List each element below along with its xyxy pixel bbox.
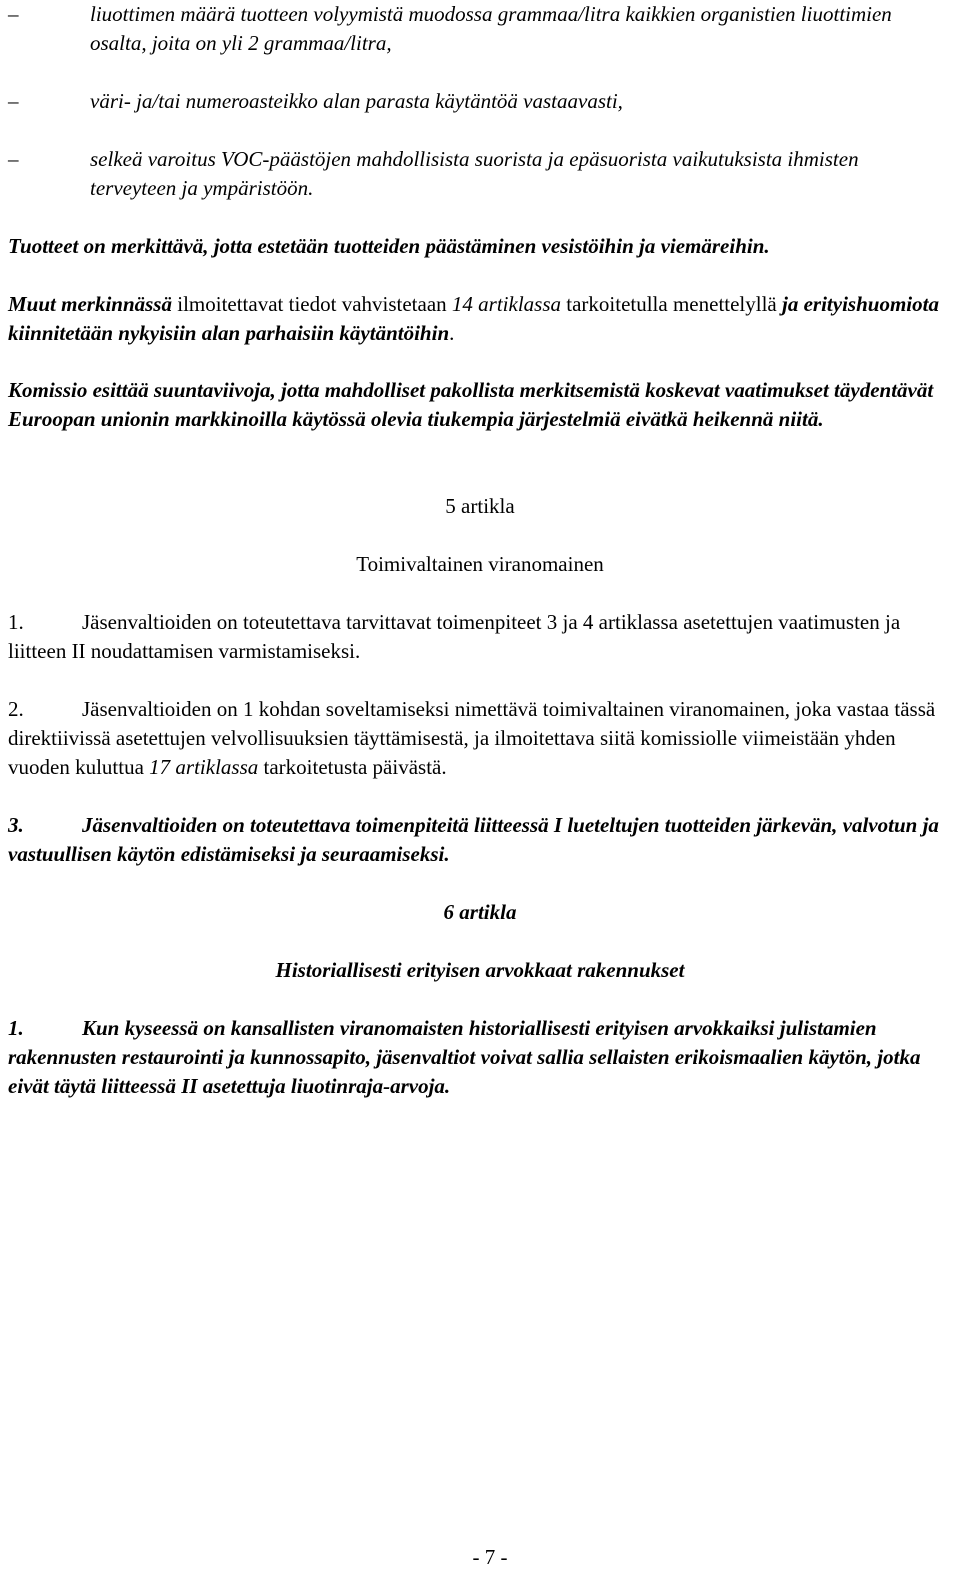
article-6-item-1 bbox=[8, 1014, 954, 1101]
list-item-text: selkeä varoitus VOC-päästöjen mahdollisista suorista ja epäsuorista vaikutuksista ihmisten terveyteen ja ympäristöön. bbox=[90, 147, 859, 200]
item-number: 2. bbox=[8, 697, 24, 721]
text-span: tarkoitetulla menettelyllä bbox=[561, 292, 783, 316]
item-text: Jäsenvaltioiden on toteutettava toimenpiteitä liitteessä I lueteltujen tuotteiden järkevän, valvotun ja vastuullisen käytön edistämiseksi ja seuraamiseksi. bbox=[8, 813, 939, 866]
article-5-heading: 5 artikla bbox=[445, 494, 515, 518]
item-number: 1. bbox=[8, 1016, 24, 1040]
item-text: Kun kyseessä on kansallisten viranomaisten historiallisesti erityisen arvokkaiksi julistamien rakennusten restaurointi ja kunnossapito, jäsenvaltiot voivat sallia sellaisten erikoismaalien käytön, jotka eivät täytä liitteessä II asetettuja liuotinraja-arvoja. bbox=[8, 1016, 921, 1098]
item-text: tarkoitetusta päivästä. bbox=[258, 755, 447, 779]
article-5-item-2 bbox=[8, 695, 954, 782]
item-text: Jäsenvaltioiden on 1 kohdan soveltamiseksi nimettävä toimivaltainen viranomainen, joka vastaa tässä direktiivissä asetettujen velvollisuuksien täyttämisestä, ja ilmoitettava siitä komissiolle viimeistään yhden vuoden kuluttua bbox=[8, 697, 936, 779]
article-5-item-3 bbox=[8, 811, 954, 869]
article-6-title: Historiallisesti erityisen arvokkaat rakennukset bbox=[275, 958, 685, 982]
text-span: ja erityishuomiota kiinnitetään nykyisiin alan parhaisiin käytäntöihin bbox=[8, 292, 939, 345]
article-5-title: Toimivaltainen viranomainen bbox=[356, 552, 604, 576]
text-span: 14 artiklassa bbox=[451, 292, 561, 316]
text-span: Muut merkinnässä bbox=[8, 292, 172, 316]
article-6-heading: 6 artikla bbox=[443, 900, 517, 924]
item-number: 1. bbox=[8, 610, 24, 634]
item-number: 3. bbox=[8, 813, 24, 837]
item-text: Jäsenvaltioiden on toteutettava tarvittavat toimenpiteet 3 ja 4 artiklassa asetettujen vaatimusten ja liitteen II noudattamisen varmistamiseksi. bbox=[8, 610, 901, 663]
paragraph-tuotteet: Tuotteet on merkittävä, jotta estetään tuotteiden päästäminen vesistöihin ja viemäreihin. bbox=[8, 234, 770, 258]
paragraph-muut bbox=[8, 290, 954, 348]
page-number: - 7 - bbox=[472, 1545, 508, 1569]
list-item-text: liuottimen määrä tuotteen volyymistä muodossa grammaa/litra kaikkien organistien liuottimien osalta, joita on yli 2 grammaa/litra, bbox=[90, 2, 892, 55]
text-span: ilmoitettavat tiedot vahvistetaan bbox=[171, 292, 452, 316]
dash-bullet: – bbox=[8, 89, 19, 113]
article-5-item-1 bbox=[8, 608, 954, 666]
item-text: 17 artiklassa bbox=[149, 755, 259, 779]
paragraph-komissio: Komissio esittää suuntaviivoja, jotta mahdolliset pakollista merkitsemistä koskevat vaatimukset täydentävät Euroopan unionin markkinoilla käytössä olevia tiukempia järjestelmiä eivätkä heikennä niitä. bbox=[8, 378, 934, 431]
dash-bullet: – bbox=[8, 147, 19, 171]
dash-bullet: – bbox=[8, 2, 19, 26]
text-span: . bbox=[449, 321, 455, 345]
list-item-text: väri- ja/tai numeroasteikko alan parasta käytäntöä vastaavasti, bbox=[90, 89, 623, 113]
